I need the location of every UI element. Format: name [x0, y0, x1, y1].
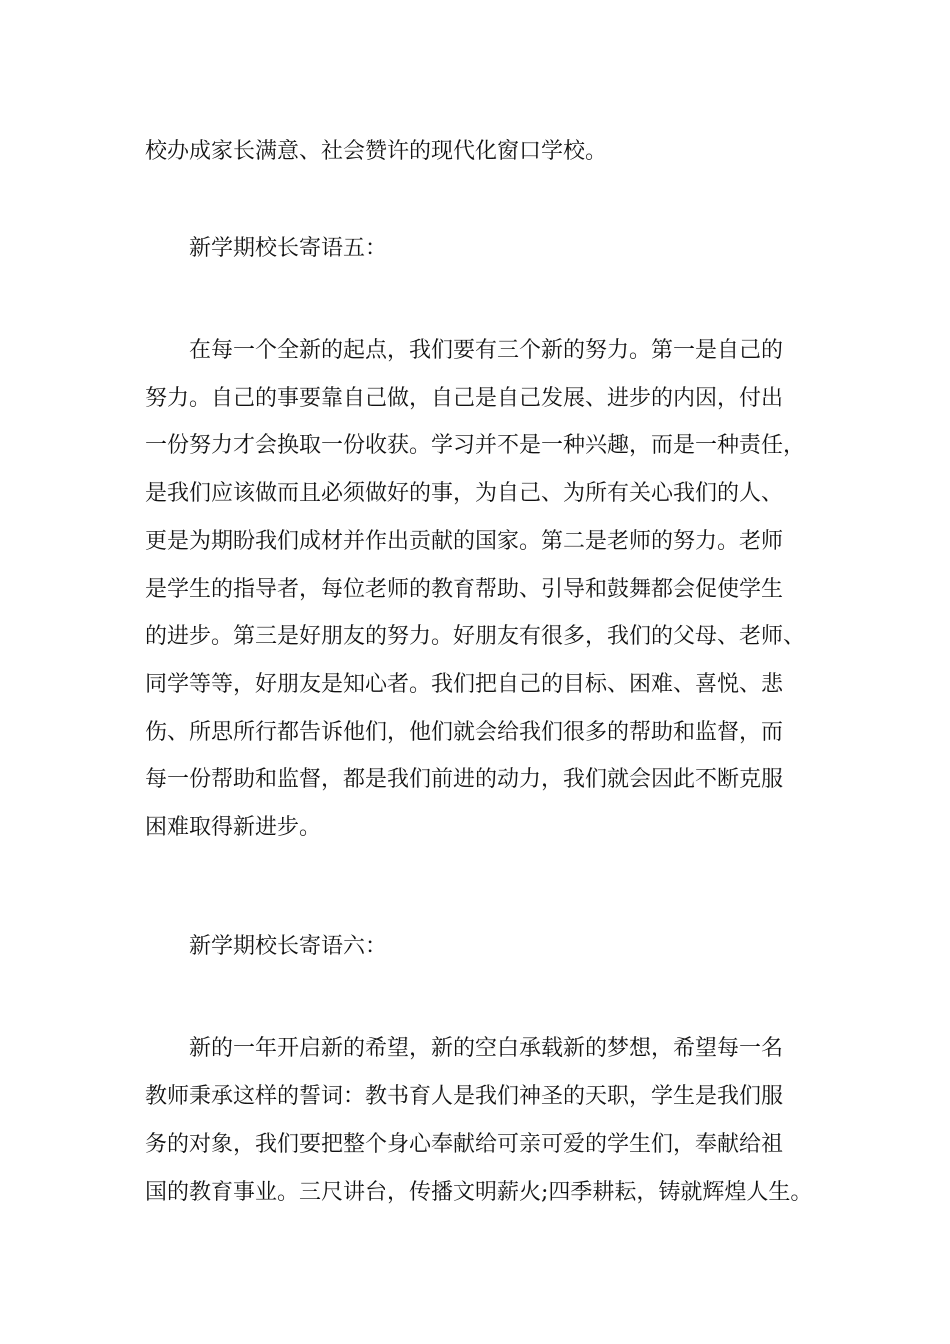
section-heading-six: 新学期校长寄语六： [189, 934, 388, 959]
paragraph-line: 努力。自己的事要靠自己做，自己是自己发展、进步的内因，付出 [145, 386, 784, 411]
paragraph-line: 困难取得新进步。 [145, 815, 322, 840]
paragraph-continuation-line: 校办成家长满意、社会赞许的现代化窗口学校。 [145, 139, 608, 164]
paragraph-line: 每一份帮助和监督，都是我们前进的动力，我们就会因此不断克服 [145, 767, 784, 792]
paragraph-line: 的进步。第三是好朋友的努力。好朋友有很多，我们的父母、老师、 [145, 624, 806, 649]
paragraph-line: 同学等等，好朋友是知心者。我们把自己的目标、困难、喜悦、悲 [145, 672, 784, 697]
paragraph-line: 是学生的指导者，每位老师的教育帮助、引导和鼓舞都会促使学生 [145, 577, 784, 602]
paragraph-line: 一份努力才会换取一份收获。学习并不是一种兴趣，而是一种责任， [145, 433, 806, 458]
paragraph-line: 伤、所思所行都告诉他们，他们就会给我们很多的帮助和监督，而 [145, 720, 784, 745]
paragraph-line: 更是为期盼我们成材并作出贡献的国家。第二是老师的努力。老师 [145, 529, 784, 554]
paragraph-line: 是我们应该做而且必须做好的事，为自己、为所有关心我们的人、 [145, 481, 784, 506]
paragraph-line: 国的教育事业。三尺讲台，传播文明薪火;四季耕耘，铸就辉煌人生。 [145, 1180, 813, 1205]
section-heading-five: 新学期校长寄语五： [189, 236, 388, 261]
paragraph-line: 务的对象，我们要把整个身心奉献给可亲可爱的学生们，奉献给祖 [145, 1132, 784, 1157]
paragraph-line: 在每一个全新的起点，我们要有三个新的努力。第一是自己的 [189, 338, 784, 363]
paragraph-line: 教师秉承这样的誓词：教书育人是我们神圣的天职，学生是我们服 [145, 1084, 784, 1109]
paragraph-line: 新的一年开启新的希望，新的空白承载新的梦想，希望每一名 [189, 1036, 784, 1061]
